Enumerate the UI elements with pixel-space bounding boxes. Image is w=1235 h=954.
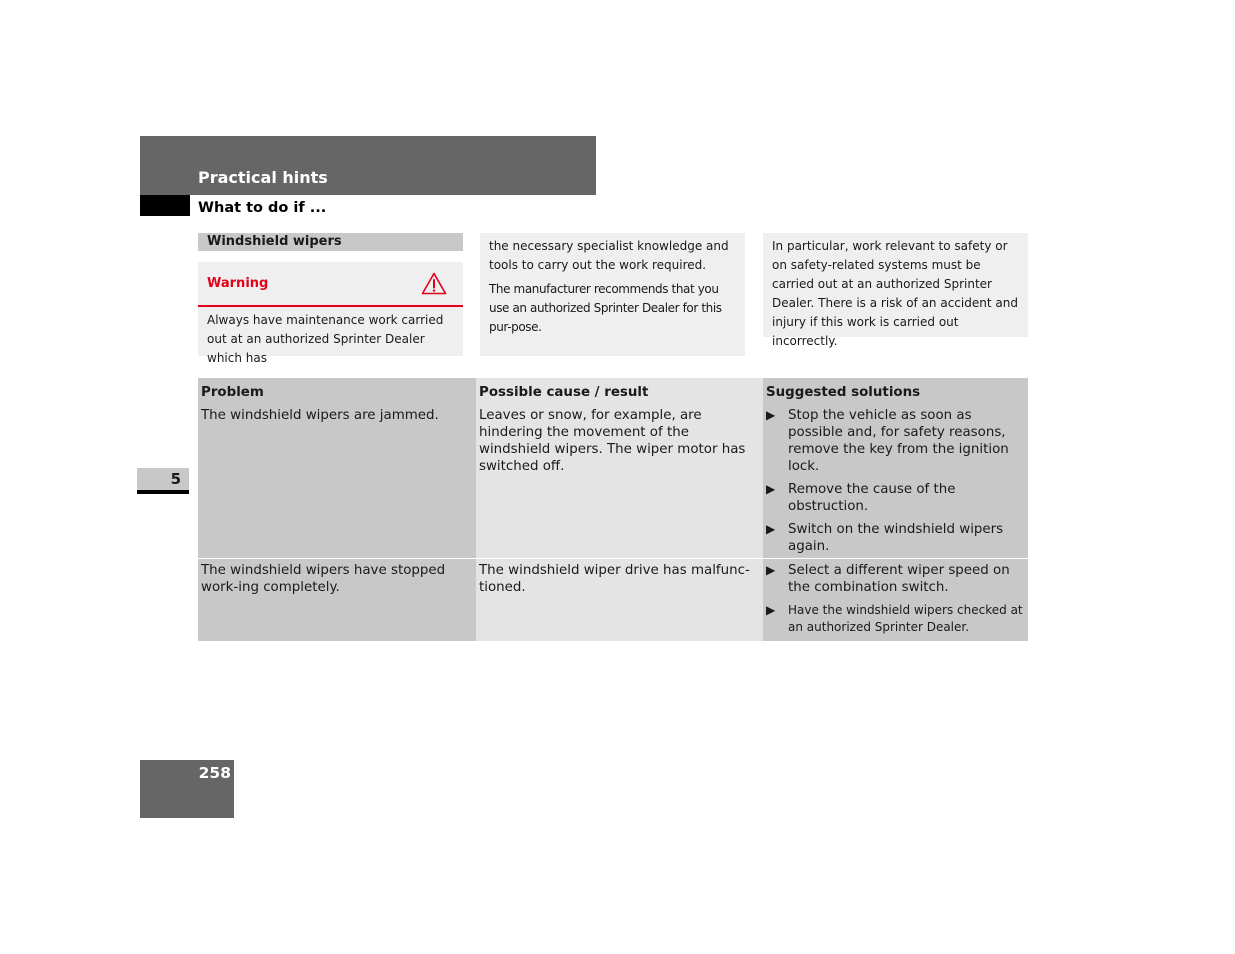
solution-text: Remove the cause of the obstruction. <box>788 482 956 514</box>
page-number: 258 <box>198 764 231 782</box>
problem-cell: The windshield wipers have stopped work-ing completely. <box>198 559 476 642</box>
info-paragraph: the necessary specialist knowledge and tools to carry out the work required. <box>489 239 729 272</box>
solution-text: Have the windshield wipers checked at an authorized Sprinter Dealer. <box>788 603 1023 634</box>
cause-cell: Leaves or snow, for example, are hindering the movement of the windshield wipers. The wiper motor has switched off. <box>476 404 763 559</box>
page-number-box <box>140 760 234 818</box>
bullet-arrow-icon: ▶ <box>766 603 776 617</box>
bullet-arrow-icon: ▶ <box>766 408 776 422</box>
info-box-safety <box>763 233 1028 348</box>
solution-item <box>766 521 1025 555</box>
cause-cell: The windshield wiper drive has malfunc-tioned. <box>476 559 763 642</box>
solution-item <box>766 407 1025 475</box>
table-header-row <box>198 378 1028 404</box>
info-box-continued <box>480 233 745 356</box>
solution-text: Switch on the windshield wipers again. <box>788 522 1004 554</box>
column-header-cause: Possible cause / result <box>476 378 763 404</box>
warning-text: Always have maintenance work carried out at an authorized Sprinter Dealer which has <box>207 313 444 365</box>
column-header-problem: Problem <box>198 378 476 404</box>
table-row <box>198 559 1028 642</box>
bullet-arrow-icon: ▶ <box>766 563 776 577</box>
solutions-cell <box>763 559 1028 642</box>
warning-triangle-icon <box>421 272 447 295</box>
header-subtitle: What to do if ... <box>198 200 327 216</box>
solution-item <box>766 481 1025 515</box>
table-row <box>198 404 1028 559</box>
bullet-arrow-icon: ▶ <box>766 482 776 496</box>
info-paragraph: In particular, work relevant to safety or on safety-related systems must be carried out at an authorized Sprinter Dealer. There is a risk of an accident and injury if this work is carried out incorrectly. <box>772 239 1018 348</box>
chapter-marker <box>137 468 189 490</box>
header-title: Practical hints <box>198 168 328 187</box>
solution-item <box>766 562 1025 596</box>
solution-text: Stop the vehicle as soon as possible and, for safety reasons, remove the key from the ignition lock. <box>788 408 1009 474</box>
chapter-number: 5 <box>170 470 181 488</box>
chapter-tab-marker <box>140 195 190 216</box>
solution-text: Select a different wiper speed on the combination switch. <box>788 563 1010 595</box>
chapter-marker-underline <box>137 490 189 494</box>
info-paragraph: The manufacturer recommends that you use an authorized Sprinter Dealer for this pur-pose. <box>489 282 722 334</box>
solution-item <box>766 602 1025 636</box>
warning-box <box>198 262 463 365</box>
bullet-arrow-icon: ▶ <box>766 522 776 536</box>
warning-divider <box>198 305 463 307</box>
section-heading: Windshield wipers <box>198 233 463 251</box>
problem-cell: The windshield wipers are jammed. <box>198 404 476 559</box>
solutions-cell <box>763 404 1028 559</box>
column-header-solutions: Suggested solutions <box>763 378 1028 404</box>
troubleshooting-table <box>198 378 1028 641</box>
warning-label: Warning <box>207 276 269 291</box>
